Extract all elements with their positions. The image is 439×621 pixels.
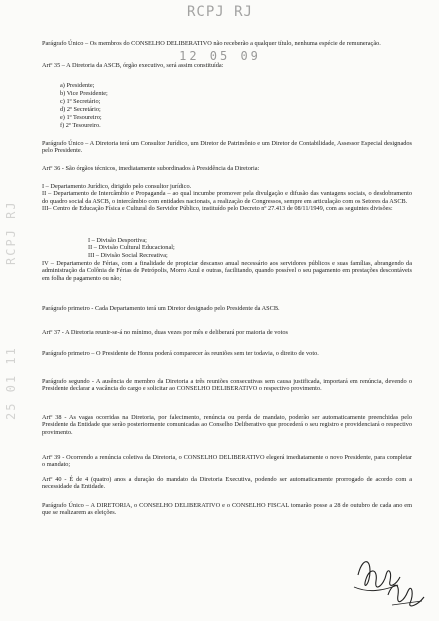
list-item: c) 1º Secretário; [60,98,101,106]
division-item: I – Divisão Desportiva; [88,237,147,244]
art36-item-iv [42,260,412,282]
list-item: d) 2º Secretário; [60,106,101,114]
art36-heading-text: Artº 36 - São órgãos técnicos, imediatamente subordinados à Presidência da Diretoria: [42,165,260,172]
art35-heading-text: Artº 35 – A Diretoria da ASCB, órgão executivo, será assim constituída: [42,62,224,69]
art37-text: Artº 37 - A Diretoria reunir-se-á no mínimo, duas vezes por mês e deliberará por maioria de votos [42,329,288,336]
side-registry-stamp: RCPJ RJ [4,200,18,265]
date-stamp: 12 05 09 [179,49,261,63]
art36-paragraph [42,305,412,312]
registry-stamp: RCPJ RJ [186,4,253,20]
art40-paragraph-text: Parágrafo Único – A DIRETORIA, o CONSELHO DELIBERATIVO e o CONSELHO FISCAL tomarão posse a 28 de outubro de cada ano em que se realizarem as eleições. [42,502,412,517]
art36-item-ii: II – Departamento de Intercâmbio e Propaganda – ao qual incumbe promover pela divulgação e difusão das vantagens sociais, o desdobramento do quadro social da ASCB, o intercâmbio com entidades nacionais, a realização de Congressos, sempre em articulação com os Setores da ASCB. [42,190,412,205]
list-item: e) 1º Tesoureiro; [60,114,102,122]
list-item: b) Vice Presidente; [60,90,108,98]
art37-paragraph-1 [42,350,412,357]
art40-text: Artº 40 - É de 4 (quatro) anos a duração do mandato da Diretoria Executiva, podendo ser automaticamente prorrogado de acordo com a necessidade da Entidade. [42,476,412,491]
art35-list [60,82,108,131]
art36-items [42,183,412,213]
art40 [42,476,412,491]
art39-text: Artº 39 - Ocorrendo a renúncia coletiva da Diretoria, o CONSELHO DELIBERATIVO elegerá imediatamente o novo Presidente, para completar o mandato; [42,454,412,469]
art37-paragraph-1-text: Parágrafo primeiro – O Presidente de Honra poderá comparecer às reuniões sem ter todavia, o direito de voto. [42,350,319,357]
art37 [42,329,412,336]
art37-paragraph-2 [42,378,412,393]
list-item: a) Presidente; [60,82,95,89]
art34-paragraph-text: Parágrafo Único – Os membros do CONSELHO DELIBERATIVO não receberão a qualquer título, nenhuma espécie de remuneração. [42,40,381,47]
side-date-stamp: 25 01 11 [4,346,18,420]
art36-item-i: I – Departamento Jurídico, dirigido pelo consultor jurídico. [42,183,192,190]
list-item: f) 2º Tesoureiro. [60,122,101,130]
art40-paragraph [42,502,412,517]
art35-paragraph-text: Parágrafo Único – A Diretoria terá um Consultor Jurídico, um Diretor de Patrimônio e um Diretor de Contabilidade, Assessor Especial designados pelo Presidente. [42,140,412,155]
art37-paragraph-2-text: Parágrafo segundo - A ausência de membro da Diretoria a três reuniões consecutivas sem causa justificada, importará em renúncia, devendo o Presidente declarar a vacância do cargo e solicitar ao CONSELHO DELIBERATIVO o respectivo provimento. [42,378,412,393]
art36-heading [42,165,412,172]
art36-item-iii: III– Centro de Educação Física e Cultural do Servidor Público, instituído pelo Decreto nº 27.413 de 08/11/1949, com as seguintes divisões: [42,205,393,213]
art36-paragraph-text: Parágrafo primeiro - Cada Departamento terá um Diretor designado pelo Presidente da ASCB. [42,305,280,312]
art38-text: Artº 38 - As vagas ocorridas na Diretoria, por falecimento, renúncia ou perda de mandato, poderão ser automaticamente preenchidas pelo Presidente da Entidade que serão posteriormente comunicadas ao Conselho Deliberativo que procederá o seu registro e providenciará o respectivo provimento. [42,414,412,436]
art35-paragraph [42,140,412,155]
division-item: III – Divisão Social Recreativa; [88,251,168,259]
art36-divisions [88,237,175,259]
handwritten-signature [348,545,428,615]
art35-heading [42,62,412,69]
art38 [42,414,412,436]
art39 [42,454,412,469]
division-item: II – Divisão Cultural Educacional; [88,244,175,252]
art34-paragraph [42,40,412,47]
art36-item-iv-text: IV – Departamento de Férias, com a finalidade de propiciar descanso anual necessário aos servidores públicos e suas famílias, abrangendo da administração da Colônia de Férias de Petrópolis, Morro Azul e outras, facilitando, quando possível o seu pagamento em prestações descontáveis em folha de pagamento ou não; [42,260,412,282]
